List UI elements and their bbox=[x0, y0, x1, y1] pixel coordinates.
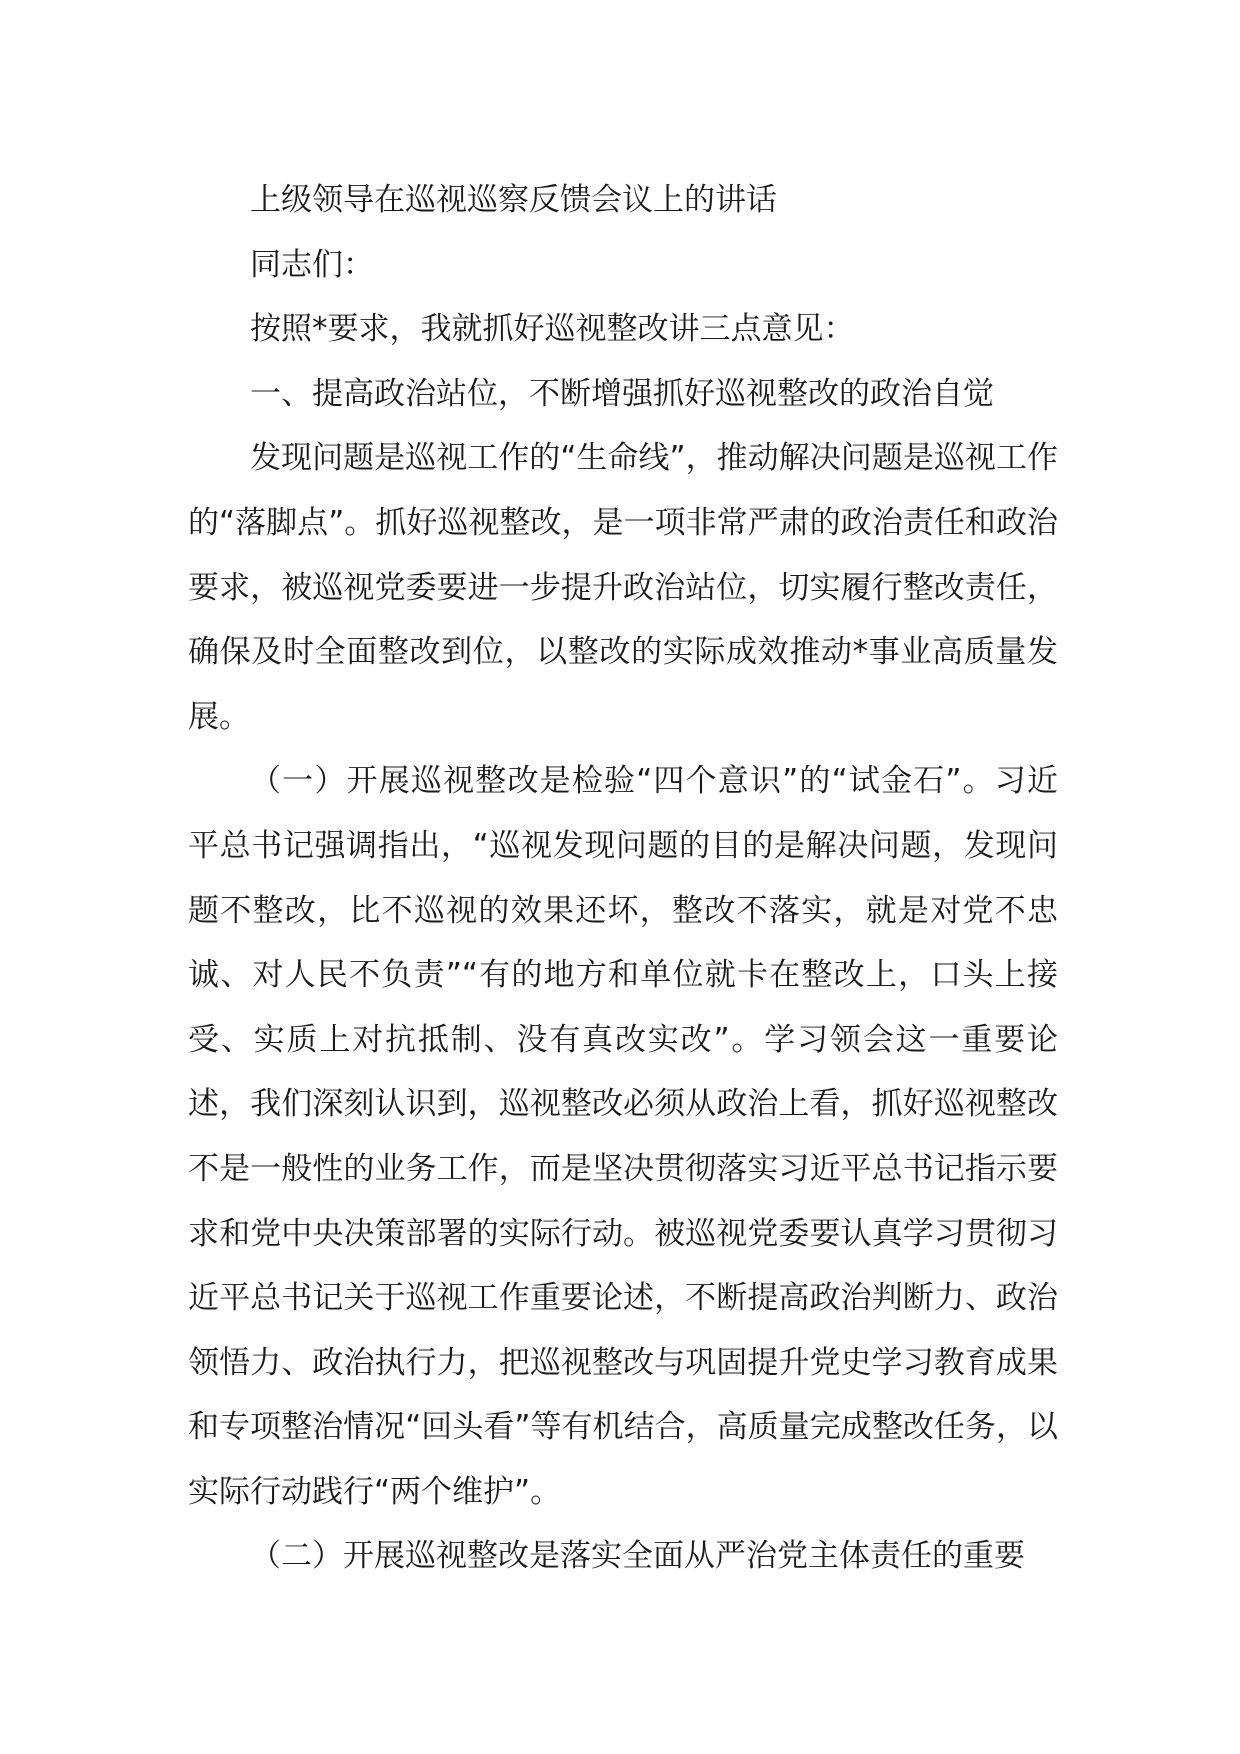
section-heading: 一、提高政治站位，不断增强抓好巡视整改的政治自觉 bbox=[250, 375, 994, 412]
intro-paragraph: 按照*要求，我就抓好巡视整改讲三点意见： bbox=[250, 311, 855, 348]
body-paragraph: 发现问题是巡视工作的“生命线”，推动解决问题是巡视工作的“落脚点”。抓好巡视整改，是一项非常严肃的政治责任和政治要求，被巡视党委要进一步提升政治站位，切实履行整改责任，确保及时全面整改到位，以整改的实际成效推动*事业高质量发展。 bbox=[188, 440, 1058, 735]
subsection-paragraph: （二）开展巡视整改是落实全面从严治党主体责任的重要 bbox=[250, 1538, 1025, 1575]
salutation: 同志们： bbox=[250, 246, 374, 283]
document-title: 上级领导在巡视巡察反馈会议上的讲话 bbox=[250, 182, 777, 218]
subsection-paragraph: （一）开展巡视整改是检验“四个意识”的“试金石”。习近平总书记强调指出，“巡视发现问题的目的是解决问题，发现问题不整改，比不巡视的效果还坏，整改不落实，就是对党不忠诚、对人民不负责”“有的地方和单位就卡在整改上，口头上接受、实质上对抗抵制、没有真改实改”。学习领会这一重要论述，我们深刻认识到，巡视整改必须从政治上看，抓好巡视整改不是一般性的业务工作，而是坚决贯彻落实习近平总书记指示要求和党中央决策部署的实际行动。被巡视党委要认真学习贯彻习近平总书记关于巡视工作重要论述，不断提高政治判断力、政治领悟力、政治执行力，把巡视整改与巩固提升党史学习教育成果和专项整治情况“回头看”等有机结合，高质量完成整改任务，以实际行动践行“两个维护”。 bbox=[188, 763, 1058, 1510]
document-body bbox=[188, 168, 1058, 1589]
